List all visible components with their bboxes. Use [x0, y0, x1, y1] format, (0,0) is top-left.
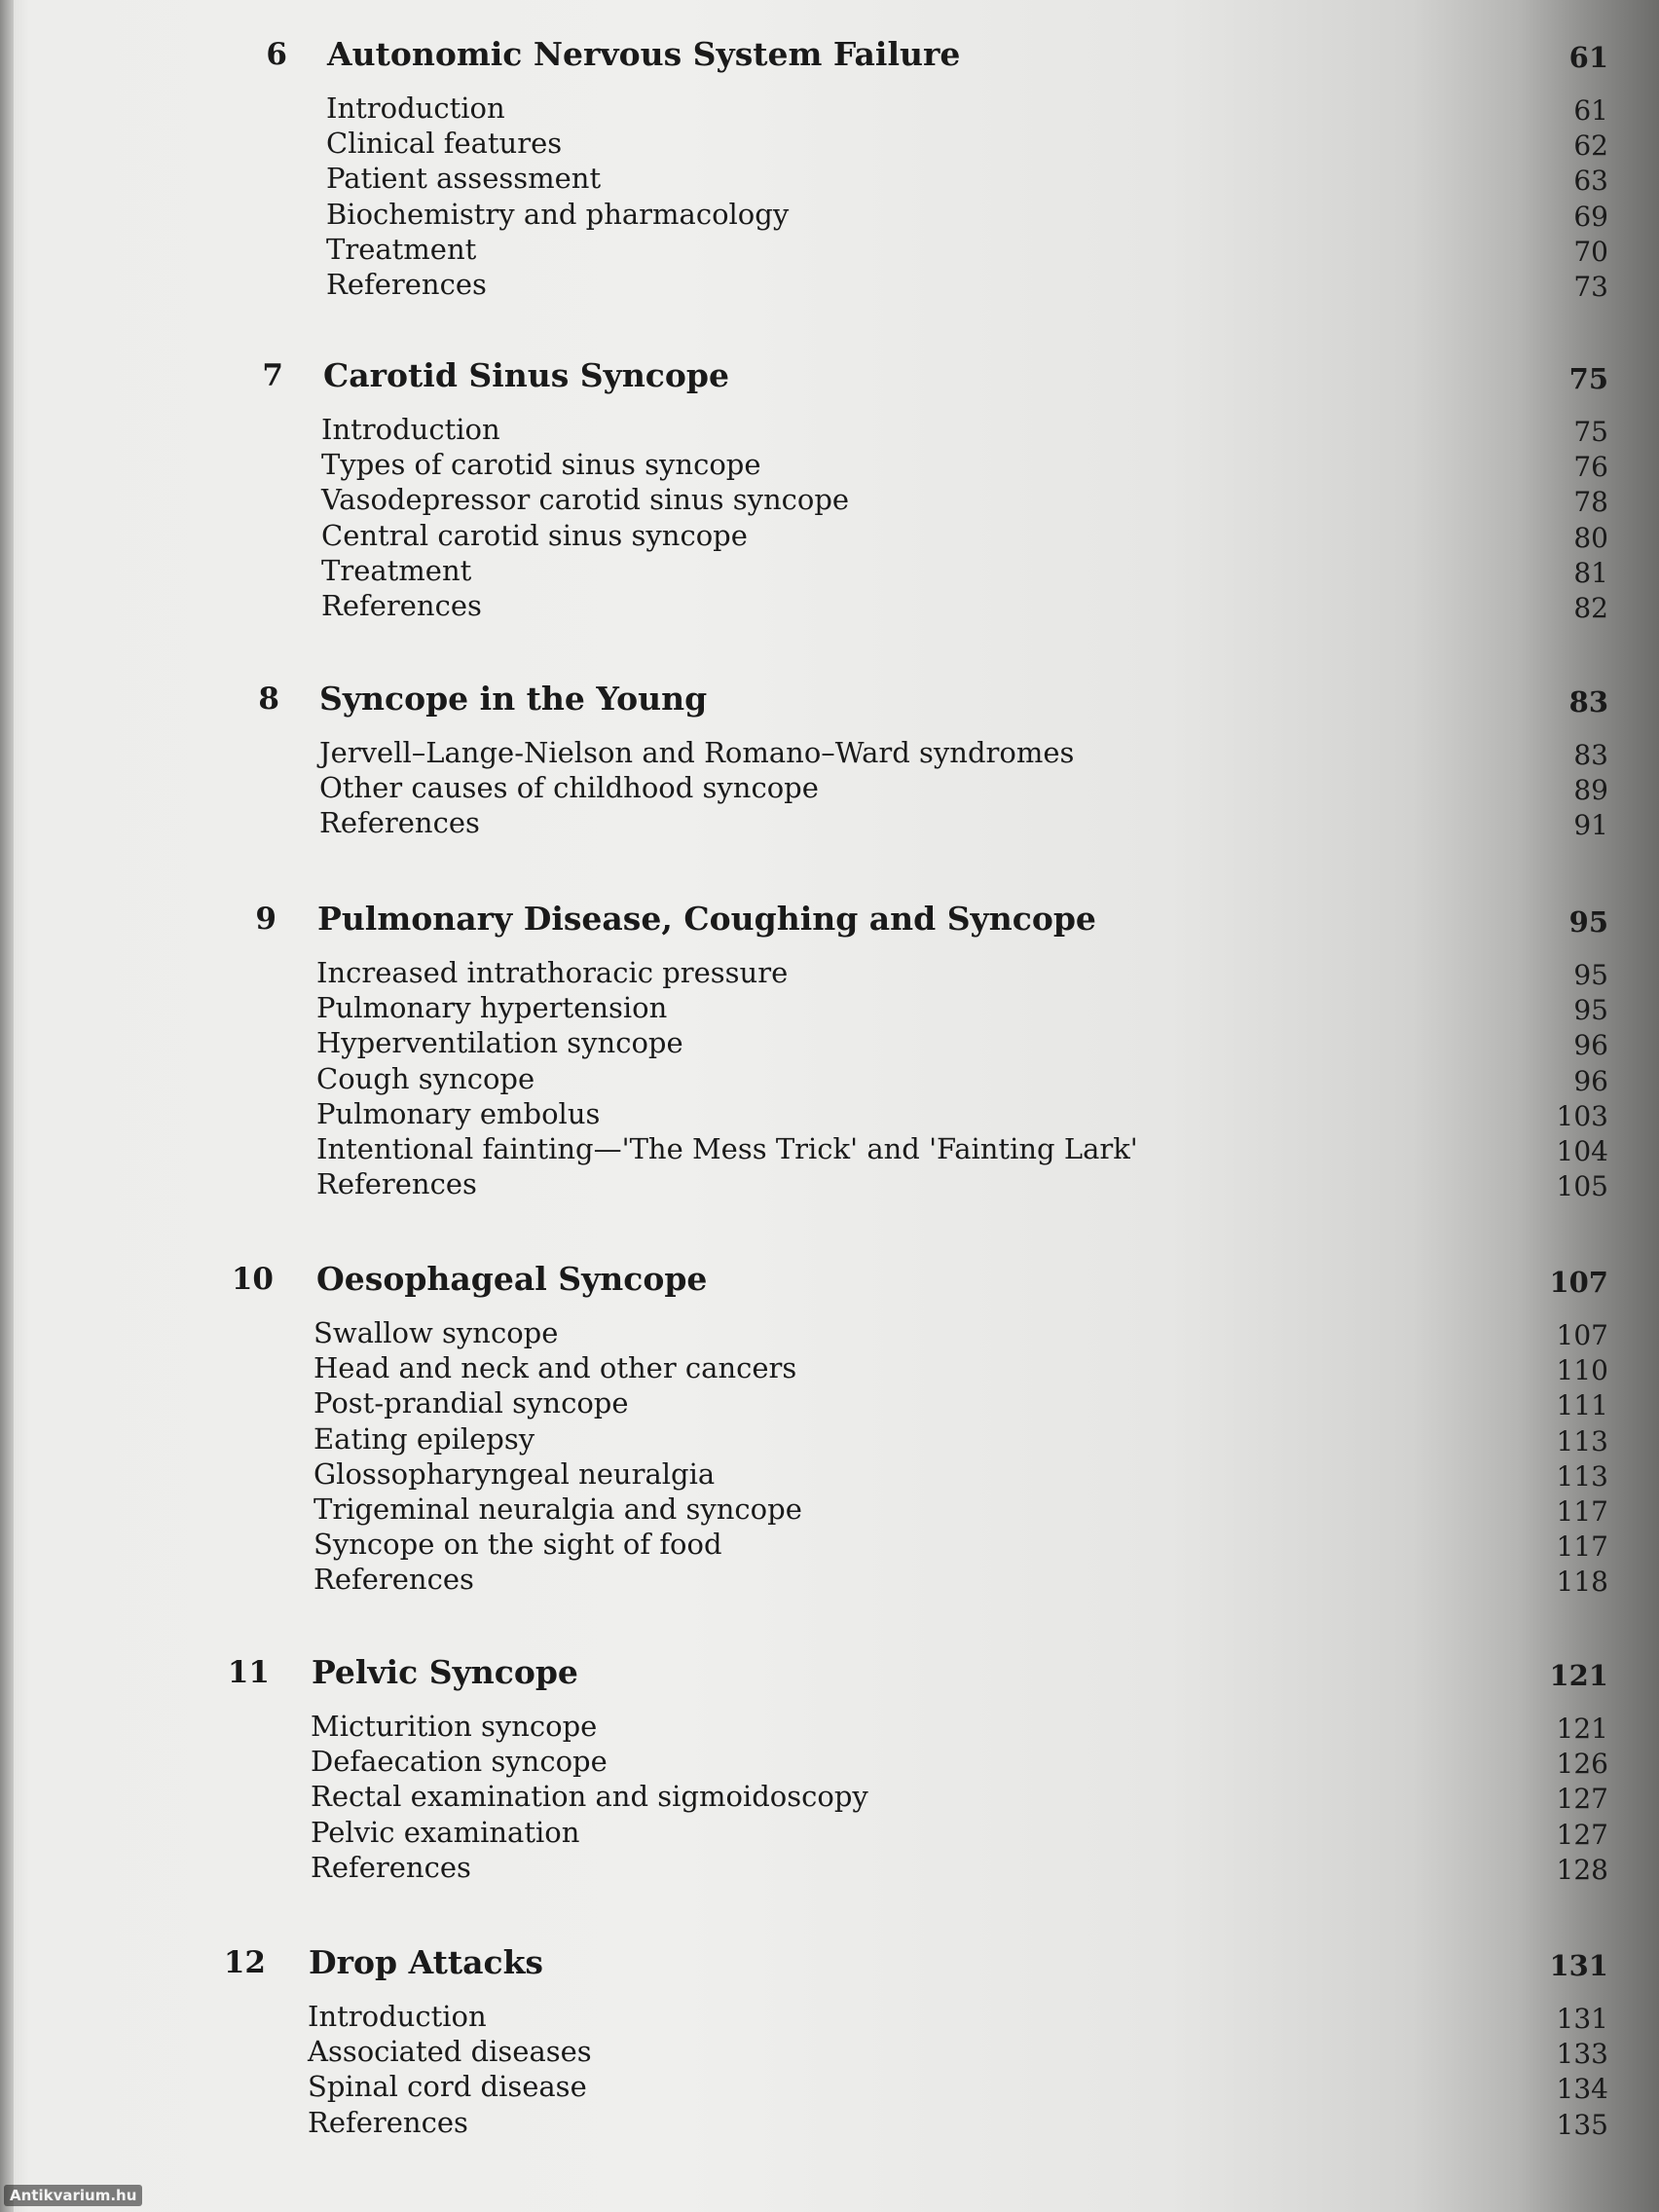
chapter-number: 12: [223, 1945, 266, 1980]
section-list: [0, 92, 1659, 303]
section-title: References: [313, 1563, 474, 1597]
section-page-number: 95: [1573, 959, 1608, 991]
section-title: Rectal examination and sigmoidoscopy: [311, 1780, 868, 1814]
section-page-number: 75: [1573, 416, 1608, 448]
chapter-heading: [0, 29, 1659, 88]
toc-entry: [0, 127, 1659, 162]
chapter-page-number: 131: [1549, 1949, 1608, 1982]
watermark: Antikvarium.hu: [4, 2185, 142, 2206]
section-page-number: 82: [1573, 591, 1608, 624]
toc-entry: [0, 2035, 1659, 2070]
section-title: Treatment: [321, 553, 472, 587]
toc-entry: [0, 554, 1659, 589]
toc-entry: [0, 771, 1659, 806]
section-page-number: 126: [1556, 1748, 1608, 1781]
section-page-number: 117: [1556, 1494, 1608, 1528]
chapter-title: Carotid Sinus Syncope: [323, 356, 729, 394]
section-title: Spinal cord disease: [308, 2070, 587, 2104]
chapter-heading: [0, 1647, 1659, 1706]
toc-entry: [0, 1026, 1659, 1061]
chapter-title: Pelvic Syncope: [312, 1653, 578, 1691]
section-title: Intentional fainting—'The Mess Trick' and 'Fainting Lark': [316, 1131, 1138, 1165]
toc-entry: [0, 162, 1659, 197]
section-list: [0, 1316, 1659, 1599]
section-title: Treatment: [326, 232, 477, 266]
toc-entry: [0, 1062, 1659, 1097]
section-list: [0, 956, 1659, 1202]
toc-entry: [0, 1132, 1659, 1167]
toc-entry: [0, 1780, 1659, 1815]
chapter-title: Syncope in the Young: [319, 680, 708, 718]
toc-entry: [0, 1493, 1659, 1528]
section-title: Hyperventilation syncope: [316, 1026, 683, 1060]
section-title: Types of carotid sinus syncope: [321, 448, 761, 482]
chapter-number: 6: [266, 37, 287, 72]
section-title: Micturition syncope: [311, 1710, 598, 1743]
toc-entry: [0, 483, 1659, 518]
section-title: Glossopharyngeal neuralgia: [313, 1456, 716, 1491]
toc-chapter: [0, 894, 1659, 1202]
chapter-number: 8: [258, 682, 279, 717]
toc-entry: [0, 1457, 1659, 1493]
toc-entry: [0, 413, 1659, 448]
chapter-number: 9: [255, 902, 276, 937]
section-title: Head and neck and other cancers: [313, 1351, 797, 1385]
section-title: Patient assessment: [326, 162, 602, 196]
toc-entry: [0, 92, 1659, 127]
section-page-number: 80: [1573, 521, 1608, 554]
section-page-number: 103: [1556, 1099, 1608, 1132]
toc-entry: [0, 1745, 1659, 1780]
chapter-page-number: 61: [1568, 41, 1608, 74]
section-list: [0, 2000, 1659, 2141]
section-title: Pulmonary hypertension: [316, 991, 668, 1025]
section-page-number: 113: [1556, 1424, 1608, 1457]
section-title: Central carotid sinus syncope: [321, 518, 748, 552]
section-title: Pulmonary embolus: [316, 1096, 601, 1130]
section-title: References: [308, 2105, 468, 2139]
chapter-title: Autonomic Nervous System Failure: [327, 35, 961, 73]
section-page-number: 127: [1556, 1818, 1608, 1851]
section-page-number: 128: [1556, 1853, 1608, 1886]
chapter-page-number: 107: [1549, 1266, 1608, 1299]
toc-entry: [0, 1386, 1659, 1421]
section-list: [0, 1710, 1659, 1886]
toc-chapter: [0, 1254, 1659, 1599]
section-title: Swallow syncope: [313, 1316, 559, 1349]
toc-entry: [0, 448, 1659, 483]
chapter-title: Drop Attacks: [309, 1943, 544, 1981]
toc-entry: [0, 268, 1659, 303]
section-page-number: 63: [1573, 165, 1608, 198]
section-page-number: 117: [1556, 1530, 1608, 1564]
chapter-title: Oesophageal Syncope: [316, 1260, 708, 1298]
toc-entry: [0, 806, 1659, 841]
chapter-page-number: 121: [1549, 1659, 1608, 1692]
toc-entry: [0, 736, 1659, 771]
toc-chapter: [0, 1647, 1659, 1886]
section-title: Biochemistry and pharmacology: [326, 197, 790, 231]
toc-entry: [0, 2106, 1659, 2141]
section-page-number: 133: [1556, 2038, 1608, 2071]
toc-entry: [0, 2000, 1659, 2035]
section-page-number: 131: [1556, 2003, 1608, 2035]
section-title: Syncope on the sight of food: [313, 1528, 722, 1562]
toc-entry: [0, 1316, 1659, 1351]
section-page-number: 95: [1573, 994, 1608, 1027]
section-page-number: 118: [1556, 1566, 1608, 1599]
section-title: Jervell–Lange-Nielson and Romano–Ward syndromes: [319, 736, 1075, 769]
section-page-number: 76: [1573, 451, 1608, 484]
chapter-number: 7: [262, 358, 283, 393]
section-title: References: [311, 1850, 471, 1884]
chapter-number: 11: [227, 1655, 270, 1690]
toc-entry: [0, 1422, 1659, 1457]
section-list: [0, 413, 1659, 624]
section-title: Introduction: [308, 2000, 487, 2033]
chapter-heading: [0, 350, 1659, 409]
section-page-number: 83: [1573, 739, 1608, 771]
toc-entry: [0, 2070, 1659, 2105]
chapter-page-number: 83: [1568, 685, 1608, 719]
section-page-number: 111: [1556, 1389, 1608, 1422]
section-page-number: 70: [1573, 235, 1608, 268]
toc-entry: [0, 1528, 1659, 1563]
section-page-number: 96: [1573, 1029, 1608, 1062]
section-page-number: 62: [1573, 129, 1608, 163]
toc-chapter: [0, 674, 1659, 842]
section-title: Introduction: [326, 92, 505, 125]
section-title: References: [316, 1167, 477, 1201]
section-page-number: 127: [1556, 1783, 1608, 1816]
toc-entry: [0, 1167, 1659, 1202]
chapter-heading: [0, 674, 1659, 732]
section-page-number: 96: [1573, 1064, 1608, 1097]
toc-entry: [0, 1097, 1659, 1132]
section-title: References: [321, 588, 482, 622]
section-page-number: 81: [1573, 556, 1608, 589]
section-title: Eating epilepsy: [313, 1421, 535, 1456]
toc-entry: [0, 956, 1659, 991]
section-page-number: 135: [1556, 2108, 1608, 2141]
section-title: Introduction: [321, 413, 500, 446]
section-title: Clinical features: [326, 127, 563, 161]
toc-chapter: [0, 350, 1659, 624]
toc-entry: [0, 589, 1659, 624]
toc-entry: [0, 1351, 1659, 1386]
chapter-heading: [0, 894, 1659, 952]
section-title: Pelvic examination: [311, 1815, 580, 1849]
section-page-number: 69: [1573, 200, 1608, 233]
section-page-number: 78: [1573, 486, 1608, 519]
section-title: References: [319, 806, 480, 840]
section-page-number: 110: [1556, 1354, 1608, 1387]
toc-entry: [0, 233, 1659, 268]
section-page-number: 105: [1556, 1170, 1608, 1203]
chapter-page-number: 95: [1568, 905, 1608, 939]
toc-entry: [0, 519, 1659, 554]
section-page-number: 134: [1556, 2073, 1608, 2106]
toc-entry: [0, 1816, 1659, 1851]
section-page-number: 91: [1573, 809, 1608, 842]
chapter-heading: [0, 1254, 1659, 1312]
section-page-number: 107: [1556, 1319, 1608, 1351]
section-title: Trigeminal neuralgia and syncope: [313, 1492, 802, 1526]
section-title: References: [326, 267, 487, 301]
toc-entry: [0, 1563, 1659, 1598]
section-title: Vasodepressor carotid sinus syncope: [321, 483, 850, 517]
section-page-number: 89: [1573, 774, 1608, 807]
section-list: [0, 736, 1659, 842]
chapter-page-number: 75: [1568, 362, 1608, 395]
toc-entry: [0, 1710, 1659, 1745]
section-title: Other causes of childhood syncope: [319, 771, 819, 805]
chapter-title: Pulmonary Disease, Coughing and Syncope: [317, 900, 1096, 938]
section-page-number: 61: [1573, 94, 1608, 127]
section-title: Increased intrathoracic pressure: [316, 956, 789, 989]
section-title: Post-prandial syncope: [313, 1386, 629, 1420]
chapter-heading: [0, 1937, 1659, 1996]
toc-entry: [0, 991, 1659, 1026]
section-page-number: 73: [1573, 270, 1608, 303]
section-page-number: 113: [1556, 1459, 1608, 1493]
toc-chapter: [0, 29, 1659, 303]
toc-chapter: [0, 1937, 1659, 2141]
section-title: Cough syncope: [316, 1061, 535, 1095]
section-page-number: 121: [1556, 1713, 1608, 1745]
chapter-number: 10: [231, 1262, 274, 1297]
section-title: Defaecation syncope: [311, 1745, 608, 1779]
section-title: Associated diseases: [308, 2035, 592, 2069]
section-page-number: 104: [1556, 1134, 1608, 1167]
toc-entry: [0, 1851, 1659, 1886]
toc-entry: [0, 198, 1659, 233]
